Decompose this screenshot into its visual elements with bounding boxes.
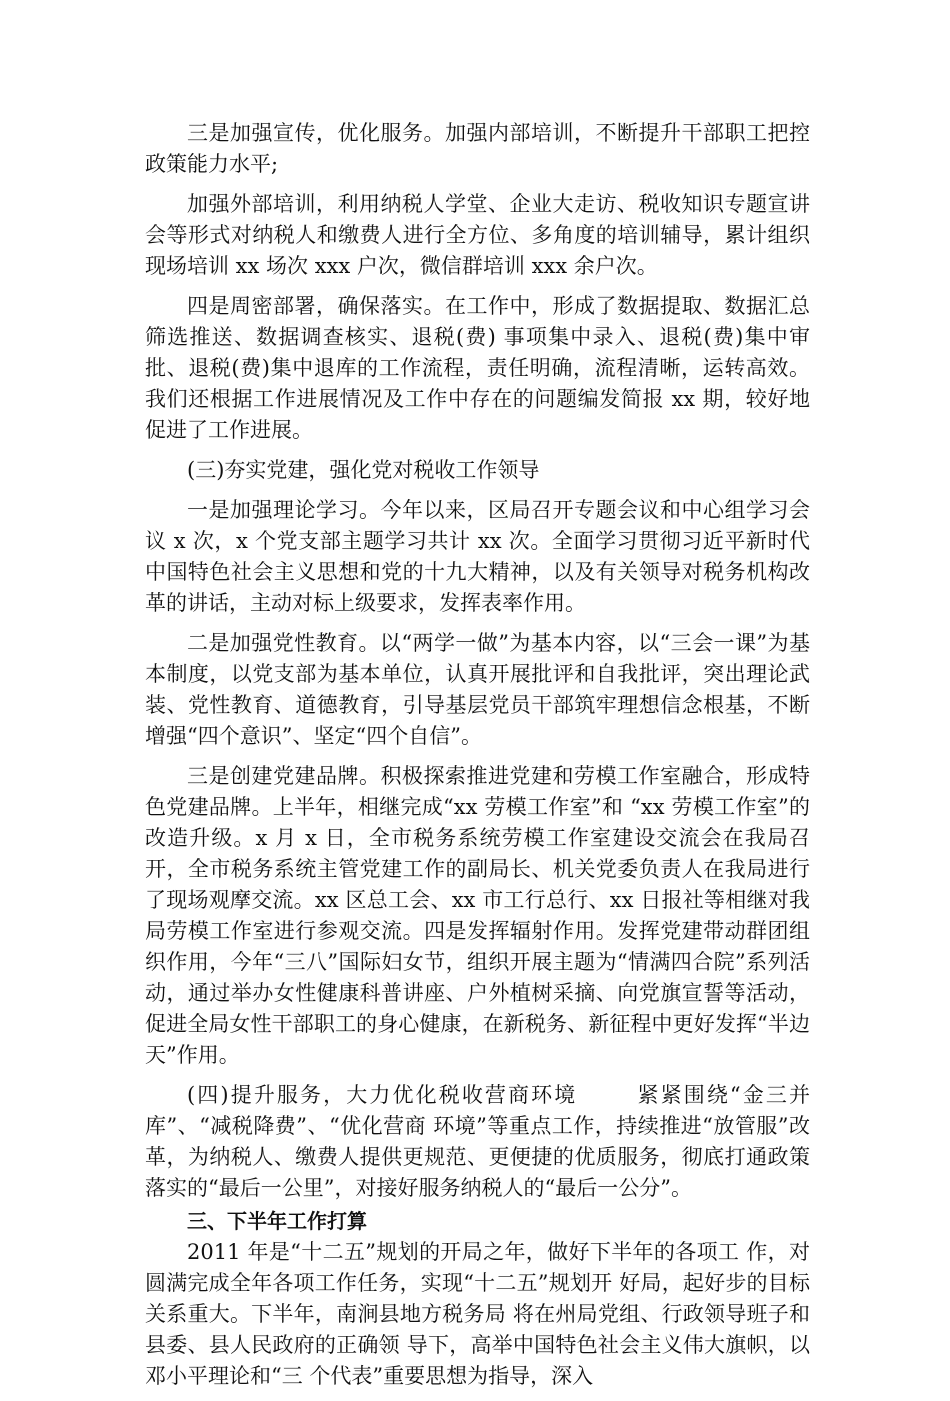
section-4-title: (四)提升服务，大力优化税收营商环境 (187, 1083, 578, 1107)
paragraph-party-education: 二是加强党性教育。以“两学一做”为基本内容，以“三会一课”为基本制度，以党支部为基本单位，认真开展批评和自我批评，突出理论武装、党性教育、道德教育，引导基层党员干部筑牢理想信念根基，不断增强“四个意识”、坚定“四个自信”。 (145, 631, 810, 748)
paragraph-external-training: 加强外部培训，利用纳税人学堂、企业大走访、税收知识专题宣讲会等形式对纳税人和缴费人进行全方位、多角度的培训辅导，累计组织现场培训 xx 场次 xxx 户次，微信群培训 xxx 余户次。 (145, 192, 810, 278)
paragraph-2011-plan: 2011 年是“十二五”规划的开局之年，做好下半年的各项工 作，对圆满完成全年各项工作任务，实现“十二五”规划开 好局，起好步的目标关系重大。下半年，南涧县地方税务局 将在州局党组、行政领导班子和县委、县人民政府的正确领 导下，高举中国特色社会主义伟大旗帜，以邓小平理论和“三 个代表”重要思想为指导，深入 (145, 1240, 810, 1388)
paragraph-theory-study: 一是加强理论学习。今年以来，区局召开专题会议和中心组学习会议 x 次，x 个党支部主题学习共计 xx 次。全面学习贯彻习近平新时代中国特色社会主义思想和党的十九大精神，以及有关领导对税务机构改革的讲话，主动对标上级要求，发挥表率作用。 (145, 498, 810, 615)
paragraph-party-brand: 三是创建党建品牌。积极探索推进党建和劳模工作室融合，形成特色党建品牌。上半年，相继完成“xx 劳模工作室”和 “xx 劳模工作室”的改造升级。x 月 x 日，全市税务系统劳模工作室建设交流会在我局召开，全市税务系统主管党建工作的副局长、机关党委负责人在我局进行了现场观摩交流。xx 区总工会、xx 市工行总行、xx 日报社等相继对我局劳模工作室进行参观交流。四是发挥辐射作用。发挥党建带动群团组织作用，今年“三八”国际妇女节，组织开展主题为“情满四合院”系列活动，通过举办女性健康科普讲座、户外植树采摘、向党旗宣誓等活动，促进全局女性干部职工的身心健康，在新税务、新征程中更好发挥“半边天”作用。 (145, 764, 810, 1067)
document-page (145, 118, 810, 1401)
heading-second-half-plan: 三、下半年工作打算 (187, 1209, 367, 1233)
paragraph-section-4 (145, 1080, 810, 1204)
section-3-title: (三)夯实党建，强化党对税收工作领导 (187, 458, 540, 482)
paragraph-publicity: 三是加强宣传，优化服务。加强内部培训，不断提升干部职工把控政策能力水平; (145, 121, 810, 176)
section-4-body: 紧紧围绕“金三并库”、“减税降费”、“优化营商 环境”等重点工作，持续推进“放管服”改革，为纳税人、缴费人提供更规范、更便捷的优质服务，彻底打通政策落实的“最后一公里”，对接好服务纳税人的“最后一公分”。 (145, 1083, 810, 1200)
paragraph-deployment: 四是周密部署，确保落实。在工作中，形成了数据提取、数据汇总筛选推送、数据调查核实、退税(费) 事项集中录入、退税(费)集中审批、退税(费)集中退库的工作流程，责任明确，流程清晰，运转高效。我们还根据工作进展情况及工作中存在的问题编发简报 xx 期，较好地促进了工作进展。 (145, 294, 810, 442)
